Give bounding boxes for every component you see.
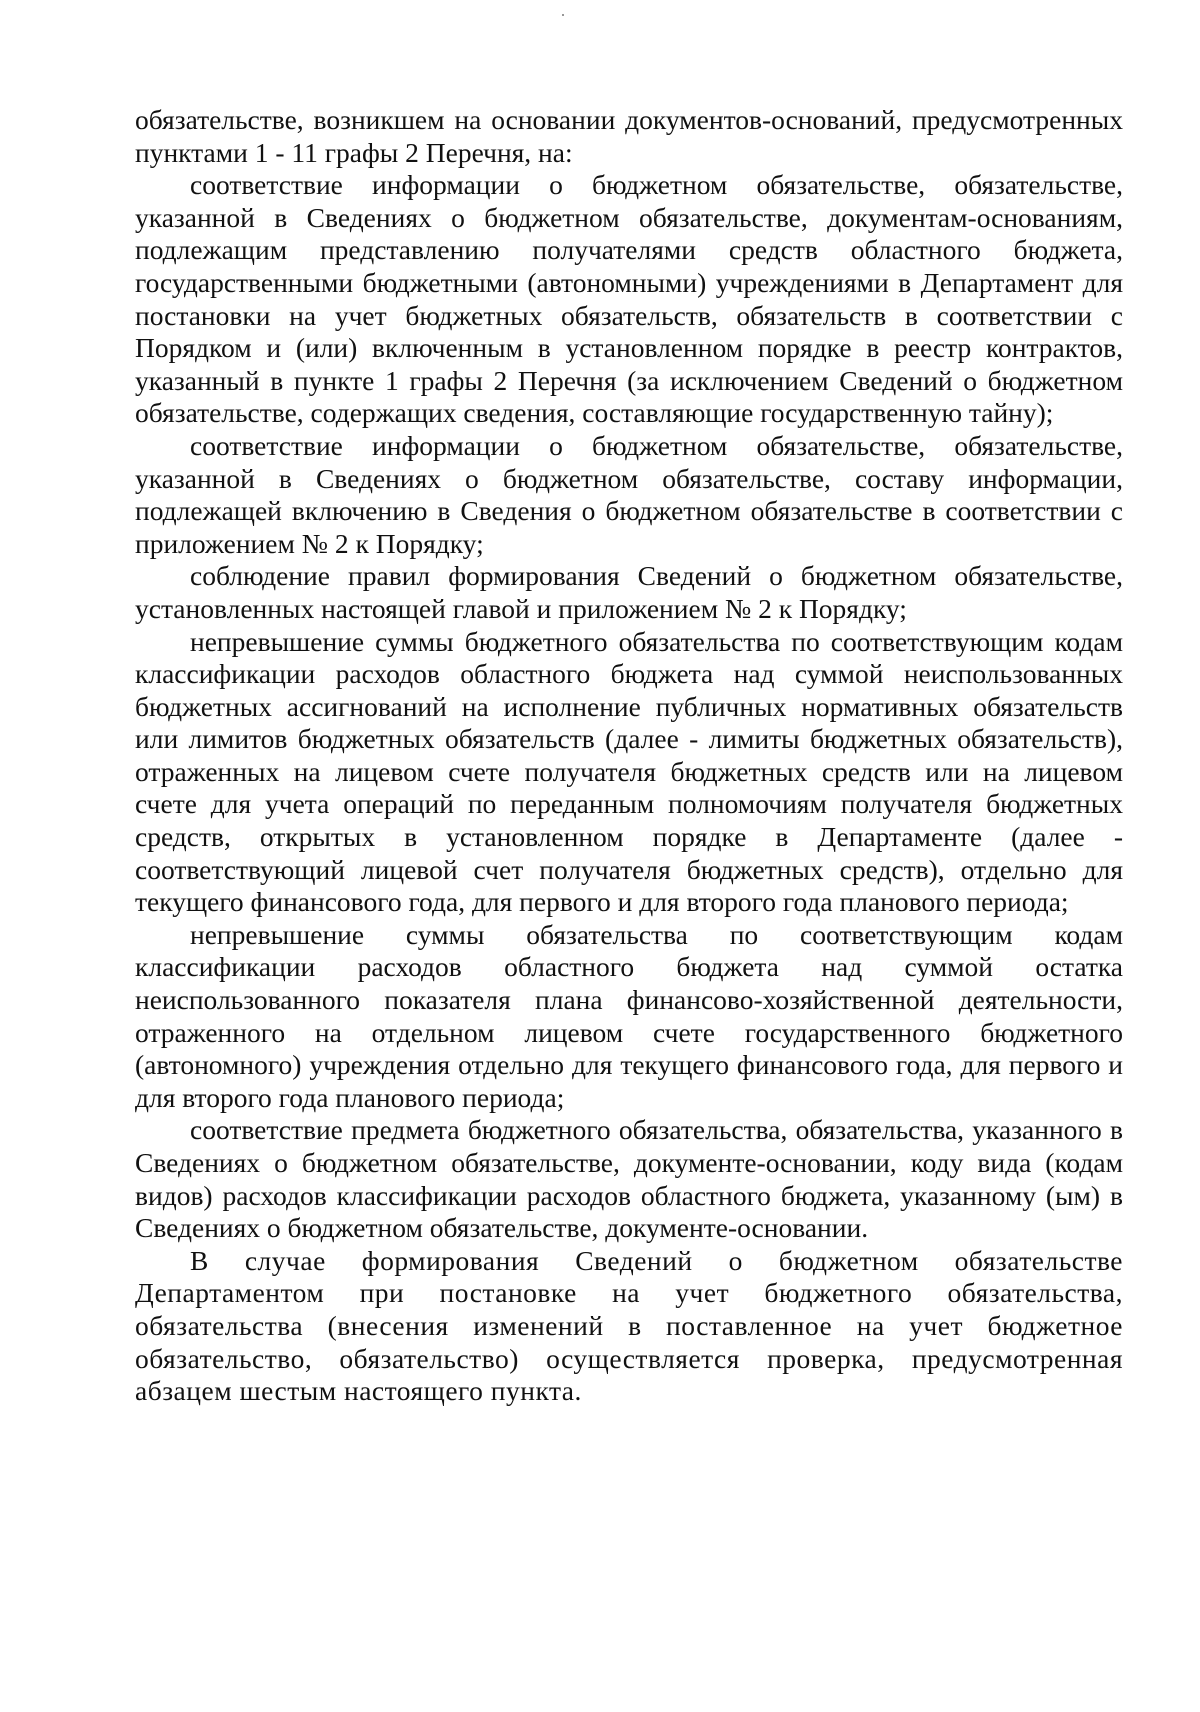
paragraph-check-subject: соответствие предмета бюджетного обязательства, обязательства, указанного в Сведениях о бюджетном обязательстве, документе-основании, коду вида (кодам видов) расходов классификации расходов областного бюджета, указанному (ым) в Сведениях о бюджетном обязательстве, документе-основании. — [135, 1114, 1123, 1244]
paragraph-intro: обязательстве, возникшем на основании документов-оснований, предусмотренных пунктами 1 - 11 графы 2 Перечня, на: — [135, 104, 1123, 168]
paragraph-department-case: В случае формирования Сведений о бюджетном обязательстве Департаментом при постановке на учет бюджетного обязательства, обязательства (внесения изменений в поставленное на учет бюджетное обязательство, обязательство) осуществляется проверка, предусмотренная абзацем шестым настоящего пункта. — [135, 1244, 1123, 1407]
paragraph-check-formation-rules: соблюдение правил формирования Сведений о бюджетном обязательстве, установленных настоящей главой и приложением № 2 к Порядку; — [135, 560, 1123, 624]
scan-artifact-dot — [562, 14, 564, 16]
paragraph-check-limits: непревышение суммы бюджетного обязательства по соответствующим кодам классификации расходов областного бюджета над суммой неиспользованных бюджетных ассигнований на исполнение публичных нормативных обязательств или лимитов бюджетных обязательств (далее - лимиты бюджетных обязательств), отраженных на лицевом счете получателя бюджетных средств или на лицевом счете для учета операций по переданным полномочиям получателя бюджетных средств, открытых в установленном порядке в Департаменте (далее - соответствующий лицевой счет получателя бюджетных средств), отдельно для текущего финансового года, для первого и для второго года планового периода; — [135, 625, 1123, 918]
paragraph-check-plan-balance: непревышение суммы обязательства по соответствующим кодам классификации расходов областного бюджета над суммой остатка неиспользованного показателя плана финансово-хозяйственной деятельности, отраженного на отдельном лицевом счете государственного бюджетного (автономного) учреждения отдельно для текущего финансового года, для первого и для второго года планового периода; — [135, 918, 1123, 1113]
paragraph-check-documents: соответствие информации о бюджетном обязательстве, обязательстве, указанной в Сведениях о бюджетном обязательстве, документам-основаниям, подлежащим представлению получателями средств областного бюджета, государственными бюджетными (автономными) учреждениями в Департамент для постановки на учет бюджетных обязательств, обязательств в соответствии с Порядком и (или) включенным в установленном порядке в реестр контрактов, указанный в пункте 1 графы 2 Перечня (за исключением Сведений о бюджетном обязательстве, содержащих сведения, составляющие государственную тайну); — [135, 169, 1123, 429]
document-body — [135, 104, 1123, 1408]
paragraph-check-composition: соответствие информации о бюджетном обязательстве, обязательстве, указанной в Сведениях о бюджетном обязательстве, составу информации, подлежащей включению в Сведения о бюджетном обязательстве в соответствии с приложением № 2 к Порядку; — [135, 429, 1123, 559]
